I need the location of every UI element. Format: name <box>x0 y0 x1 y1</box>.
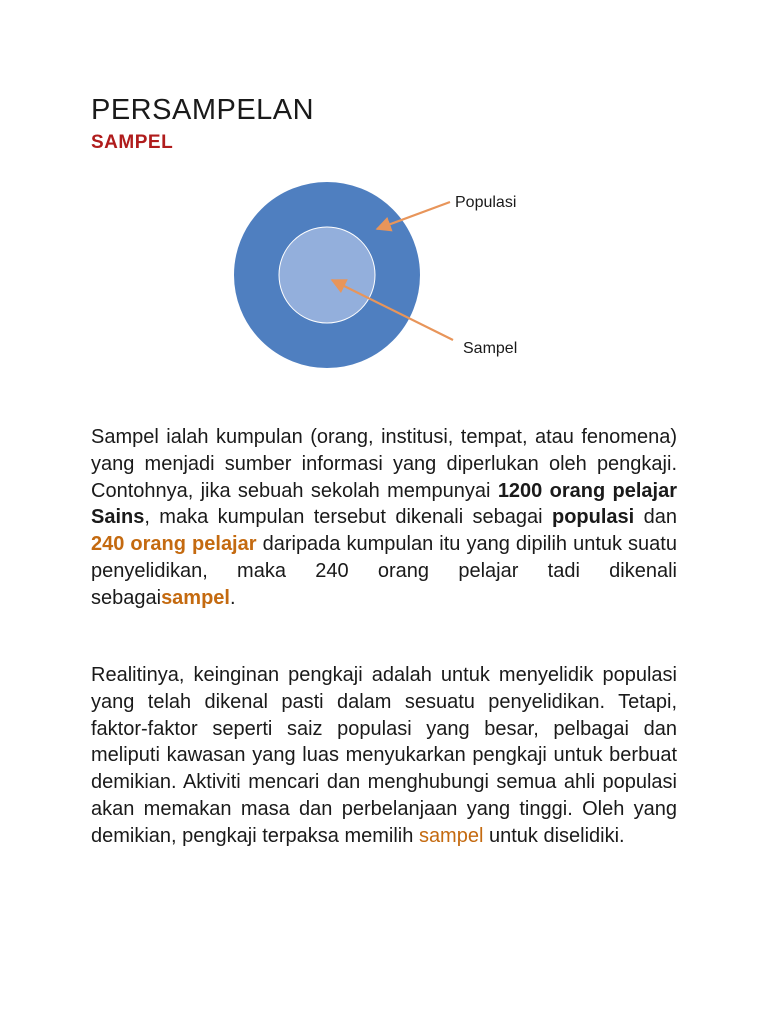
highlight-run: 240 orang pelajar <box>91 533 257 556</box>
highlight-run: sampel <box>161 586 230 609</box>
bold-run: populasi <box>552 506 635 529</box>
bold-run: 1200 orang pelajar Sains <box>91 479 677 529</box>
text-run: Realitinya, keinginan pengkaji adalah untuk menyelidik populasi yang telah dikenal pasti dalam sesuatu penyelidikan. Tetapi, faktor-faktor seperti saiz populasi yang besar, pelbagai dan meliputi kawasan yang luas menyukarkan pengkaji untuk berbuat demikian. Aktiviti mencari dan menghubungi semua ahli populasi akan memakan masa dan perbelanjaan yang tinggi. Oleh yang demikian, pengkaji terpaksa memilih <box>91 664 677 847</box>
paragraph-sample-definition <box>91 424 677 612</box>
population-sample-diagram <box>225 180 555 380</box>
paragraph-reality <box>91 662 677 850</box>
section-heading: SAMPEL <box>91 132 174 153</box>
population-label: Populasi <box>455 194 517 211</box>
text-run: untuk diselidiki. <box>483 824 625 847</box>
page-title: PERSAMPELAN <box>91 94 315 126</box>
text-run: . <box>230 586 236 609</box>
text-run: Sampel ialah kumpulan (orang, institusi, tempat, atau fenomena) yang menjadi sumber informasi yang diperlukan oleh pengkaji. Contohnya, jika sebuah sekolah mempunyai <box>91 426 677 502</box>
text-run: dan <box>634 506 677 529</box>
text-run: , maka kumpulan tersebut dikenali sebagai <box>144 506 552 529</box>
sample-label: Sampel <box>463 340 518 357</box>
text-run: daripada kumpulan itu yang dipilih untuk suatu penyelidikan, maka 240 orang pelajar tadi dikenali sebagai <box>91 533 677 609</box>
highlight-run: sampel <box>418 824 484 847</box>
sample-circle <box>279 227 375 323</box>
